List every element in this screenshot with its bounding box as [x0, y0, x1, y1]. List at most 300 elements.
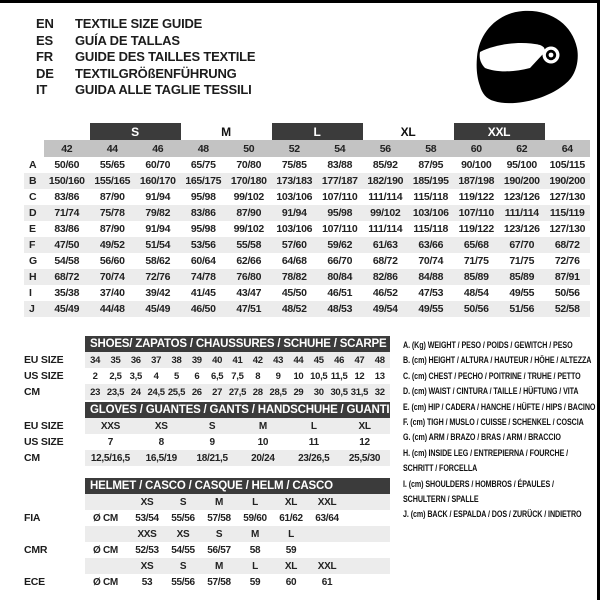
cell: 87/95	[418, 159, 444, 171]
cell: 65/68	[454, 237, 500, 253]
language-header	[36, 16, 255, 99]
page-title-fr: GUIDE DES TAILLES TEXTILE	[75, 49, 256, 64]
language-row-de	[36, 66, 255, 83]
cell: 31,5	[350, 386, 369, 398]
cell: 173/183	[272, 173, 318, 189]
cell: 59/60	[243, 512, 267, 524]
cell: 55/56	[171, 512, 195, 524]
gloves-title-bar: GLOVES / GUANTES / GANTS / HANDSCHUHE / GUANTI	[85, 402, 390, 418]
cell: 63/66	[408, 237, 454, 253]
cell: 35/38	[54, 287, 80, 299]
cell: 185/195	[408, 173, 454, 189]
cell: 57/58	[207, 576, 231, 588]
cell: 28,5	[269, 386, 287, 398]
cell: 78/82	[272, 269, 318, 285]
cell: 70/74	[90, 269, 136, 285]
cell: 9	[275, 370, 281, 382]
cell: 8	[158, 436, 164, 448]
cell: 45/49	[44, 301, 90, 317]
cell: 3,5	[129, 370, 142, 382]
cell: 99/102	[233, 223, 264, 235]
cell: 40	[212, 354, 223, 366]
us-size-label: US SIZE	[24, 370, 64, 382]
page-title-es: GUÍA DE TALLAS	[75, 32, 180, 48]
cell: 59	[249, 576, 261, 588]
gloves-us-row	[24, 434, 390, 450]
cell: 41	[232, 354, 243, 366]
legend-item-weight: A. (Kg) WEIGHT / PESO / POIDS / GEWITCH / PESO	[403, 340, 573, 351]
cell: 127/130	[549, 223, 586, 235]
cell: 54/55	[171, 544, 195, 556]
cell: 50/56	[554, 287, 580, 299]
row-label: I	[29, 287, 32, 299]
size-header-l: L	[272, 123, 363, 140]
cell: 23	[90, 386, 101, 398]
cell: 20/24	[251, 452, 275, 464]
size-header-xxl: XXL	[454, 123, 545, 140]
row-label: A	[29, 159, 37, 171]
measurement-legend	[403, 338, 598, 523]
language-code: ES	[36, 32, 53, 48]
cell: 12	[354, 370, 365, 382]
cell: 65/75	[190, 159, 216, 171]
cell: 95/98	[190, 191, 216, 203]
cell: 38	[171, 354, 182, 366]
cell: 57/58	[207, 512, 231, 524]
cell: M	[258, 420, 267, 432]
cm-label: CM	[24, 452, 40, 464]
cell: 72/76	[135, 269, 181, 285]
size-header-xl: XL	[400, 124, 416, 139]
cell: 2,5	[109, 370, 122, 382]
table-row-g	[24, 253, 590, 269]
spacer	[545, 123, 591, 140]
cell: 83/86	[181, 205, 227, 221]
cell: 91/94	[272, 205, 318, 221]
cell: 59	[285, 544, 297, 556]
cell: 123/126	[503, 191, 540, 203]
cell: 74/78	[181, 269, 227, 285]
cell: 2	[92, 370, 98, 382]
cell: 43/47	[236, 287, 262, 299]
cell: 46	[334, 354, 345, 366]
cell: 29	[293, 386, 304, 398]
size-header: L	[252, 560, 258, 572]
cell: 46/51	[327, 287, 353, 299]
cell: 6	[194, 370, 200, 382]
table-row-e	[24, 221, 590, 237]
cell: 103/106	[408, 205, 454, 221]
cell: 8	[255, 370, 261, 382]
cell: 13	[374, 370, 385, 382]
cell: 83/86	[54, 223, 80, 235]
cell: 39	[191, 354, 202, 366]
row-label: C	[29, 191, 37, 203]
cell: 95/98	[317, 205, 363, 221]
size-header: M	[214, 496, 224, 508]
helmet-table	[24, 478, 390, 590]
table-row-d	[24, 205, 590, 221]
cell: 44/48	[90, 301, 136, 317]
cell: 10,5	[310, 370, 328, 382]
diameter-cm-label: Ø CM	[93, 512, 118, 524]
language-row-es	[36, 33, 255, 50]
helmet-title-bar: HELMET / CASCO / CASQUE / HELM / CASCO	[85, 478, 390, 494]
cell: 85/92	[372, 159, 398, 171]
size-header: M	[250, 528, 260, 540]
cell: 80/84	[317, 269, 363, 285]
cell: 85/89	[454, 269, 500, 285]
language-row-fr	[36, 49, 255, 66]
size-header-m: M	[221, 124, 231, 139]
table-row-j	[24, 301, 590, 317]
legend-item-arm: G. (cm) ARM / BRAZO / BRAS / ARM / BRACCIO	[403, 432, 561, 444]
size-header: XS	[176, 528, 190, 540]
size-header: XXL	[317, 496, 337, 508]
helmet-cmr-sizes-row	[24, 526, 390, 542]
column-header: 44	[90, 140, 136, 157]
cell: 99/102	[363, 205, 409, 221]
cell: 111/114	[499, 205, 545, 221]
cell: 10	[257, 436, 269, 448]
cell: 75/78	[90, 205, 136, 221]
page-title-de: TEXTILGRÖßENFÜHRUNG	[75, 65, 237, 81]
row-label: E	[29, 223, 36, 235]
cell: 10	[293, 370, 304, 382]
cell: 58	[249, 544, 261, 556]
cell: 60	[285, 576, 297, 588]
cell: 83/86	[54, 191, 80, 203]
cell: 123/126	[503, 223, 540, 235]
size-header: XS	[140, 496, 154, 508]
cell: 49/54	[363, 301, 409, 317]
column-header: 48	[181, 140, 227, 157]
cell: 63/64	[315, 512, 339, 524]
language-row-en	[36, 16, 255, 33]
shoes-title-bar: SHOES/ ZAPATOS / CHAUSSURES / SCHUHE / SCARPE	[85, 336, 390, 352]
shoes-table	[24, 336, 390, 400]
cell: 43	[273, 354, 284, 366]
cell: 53	[141, 576, 153, 588]
page-title-it: GUIDA ALLE TAGLIE TESSILI	[75, 82, 252, 97]
cell: 23,5	[106, 386, 125, 398]
cell: 7,5	[231, 370, 244, 382]
cell: 53/54	[135, 512, 159, 524]
spacer	[24, 140, 44, 157]
gloves-title-row	[24, 402, 390, 418]
cell: 45	[313, 354, 324, 366]
ece-label: ECE	[24, 576, 45, 588]
column-header: 58	[408, 140, 454, 157]
cell: 160/170	[135, 173, 181, 189]
cell: 55/58	[226, 237, 272, 253]
cell: 79/82	[135, 205, 181, 221]
column-header: 42	[44, 140, 90, 157]
table-row-c	[24, 189, 590, 205]
cell: 61/63	[363, 237, 409, 253]
cell: 61/62	[279, 512, 303, 524]
cell: 50/60	[54, 159, 80, 171]
diameter-cm-label: Ø CM	[93, 544, 118, 556]
cell: 56/60	[99, 255, 125, 267]
column-header: 56	[363, 140, 409, 157]
cell: 11	[308, 436, 319, 448]
row-label: B	[24, 173, 44, 189]
cell: 26	[191, 386, 202, 398]
cell: 11,5	[330, 370, 348, 382]
cell: 87/90	[99, 191, 125, 203]
cell: 50/56	[454, 301, 500, 317]
cell: 6,5	[210, 370, 224, 382]
legend-item-thigh: F. (cm) TIGH / MUSLO / CUISSE / SCHENKEL / COSCIA	[403, 417, 584, 429]
cell: 68/72	[545, 237, 591, 253]
cell: 48/53	[317, 301, 363, 317]
column-header: 62	[499, 140, 545, 157]
cell: 25,5/30	[348, 452, 381, 464]
cell: 4	[153, 370, 159, 382]
cell: 111/114	[368, 223, 403, 235]
cell: 190/200	[545, 173, 591, 189]
cell: 68/72	[372, 255, 398, 267]
spacer	[24, 123, 44, 140]
row-label: G	[29, 255, 37, 267]
size-header: L	[252, 496, 258, 508]
cell: 7	[107, 436, 114, 448]
cell: XL	[358, 420, 371, 432]
cell: 76/80	[226, 269, 272, 285]
cm-label: CM	[24, 386, 40, 398]
column-header: 54	[317, 140, 363, 157]
column-header: 46	[135, 140, 181, 157]
cell: 107/110	[322, 223, 358, 235]
table-row-i	[24, 285, 590, 301]
table-row-a	[24, 157, 590, 173]
size-number-row	[24, 140, 590, 157]
cell: 24	[130, 386, 141, 398]
language-row-it	[36, 82, 255, 99]
top-border-line	[0, 0, 600, 3]
cell: 47	[354, 354, 365, 366]
cell: 115/118	[413, 191, 449, 203]
cell: 30,5	[330, 386, 348, 398]
cell: 99/102	[233, 191, 264, 203]
cell: 150/160	[44, 173, 90, 189]
shoes-eu-row	[24, 352, 390, 368]
cell: 107/110	[322, 191, 358, 203]
cell: 95/100	[506, 159, 537, 171]
cell: 54/58	[54, 255, 80, 267]
cell: 182/190	[363, 173, 409, 189]
size-header: XXS	[137, 528, 157, 540]
table-row-b	[24, 173, 590, 189]
size-header: M	[214, 560, 224, 572]
size-header: XL	[284, 496, 298, 508]
cell: 48	[374, 354, 385, 366]
helmet-fia-sizes-row	[24, 494, 390, 510]
cell: 55/65	[99, 159, 125, 171]
row-label: J	[24, 301, 44, 317]
row-label: H	[24, 269, 44, 285]
cell: 83/88	[327, 159, 353, 171]
shoes-title-row	[24, 336, 390, 352]
cell: 46/50	[181, 301, 227, 317]
size-header: S	[179, 496, 187, 508]
cell: 72/76	[554, 255, 580, 267]
cell: 47/50	[44, 237, 90, 253]
cell: 64/68	[281, 255, 307, 267]
cell: 60/64	[190, 255, 216, 267]
cell: 49/55	[408, 301, 454, 317]
cell: 84/88	[408, 269, 454, 285]
cell: 62/66	[236, 255, 262, 267]
cell: 68/72	[44, 269, 90, 285]
cell: 27	[212, 386, 223, 398]
helmet-ece-values-row	[24, 574, 390, 590]
size-header: L	[288, 528, 294, 540]
cell: 25,5	[167, 386, 186, 398]
cell: 57/60	[272, 237, 318, 253]
cell: 37/40	[99, 287, 125, 299]
cell: 12,5/16,5	[90, 452, 130, 464]
spacer	[24, 336, 85, 352]
cell: 42	[252, 354, 263, 366]
cell: 71/75	[463, 255, 489, 267]
cell: 32	[374, 386, 385, 398]
column-header: 64	[545, 140, 591, 157]
cell: 70/74	[418, 255, 444, 267]
cell: 67/70	[499, 237, 545, 253]
language-code: EN	[36, 16, 54, 31]
cell: 91/94	[145, 223, 171, 235]
cell: 55/56	[171, 576, 195, 588]
cell: 87/90	[99, 223, 125, 235]
cell: 119/122	[458, 191, 494, 203]
cell: 51/54	[135, 237, 181, 253]
size-header: XS	[140, 560, 154, 572]
cell: 52/53	[135, 544, 159, 556]
cell: 35	[110, 354, 121, 366]
row-label: D	[24, 205, 44, 221]
cell: 23/26,5	[298, 452, 330, 464]
cell: 85/89	[499, 269, 545, 285]
legend-item-shoulders: I. (cm) SHOULDERS / HOMBROS / ÉPAULES / SCHULTERN / SPALLE	[403, 478, 554, 506]
cell: 58/62	[145, 255, 171, 267]
cell: S	[208, 420, 216, 432]
cell: 95/98	[190, 223, 216, 235]
cell: 47/51	[226, 301, 272, 317]
page-title: TEXTILE SIZE GUIDE	[75, 16, 203, 31]
us-size-label: US SIZE	[24, 436, 64, 448]
diameter-cm-label: Ø CM	[93, 576, 118, 588]
cell: 24,5	[147, 386, 165, 398]
cell: 59/62	[317, 237, 363, 253]
cell: 170/180	[226, 173, 272, 189]
column-header: 52	[272, 140, 318, 157]
cell: 44	[293, 354, 304, 366]
legend-item-chest: C. (cm) CHEST / PECHO / POITRINE / TRUHE / PETTO	[403, 370, 581, 382]
legend-item-waist: D. (cm) WAIST / CINTURA / TAILLE / HÜFTUNG / VITA	[403, 386, 579, 398]
textile-size-table	[24, 123, 590, 317]
spacer	[24, 402, 85, 418]
cell: 18/21,5	[196, 452, 228, 464]
language-code: IT	[36, 82, 48, 97]
language-code: DE	[36, 65, 54, 81]
cell: 30	[313, 386, 324, 398]
cell: 155/165	[90, 173, 136, 189]
size-header: XL	[284, 560, 298, 572]
cell: 177/187	[317, 173, 363, 189]
cell: 49/55	[509, 287, 535, 299]
cell: 91/94	[145, 191, 171, 203]
cell: 28	[252, 386, 263, 398]
cell: 48/52	[272, 301, 318, 317]
cell: 47/53	[418, 287, 444, 299]
size-header: S	[215, 528, 223, 540]
spacer	[24, 526, 85, 542]
racing-helmet-icon	[468, 8, 586, 108]
cell: 71/74	[44, 205, 90, 221]
cell: 34	[90, 354, 101, 366]
size-header-s: S	[90, 123, 181, 140]
column-header: 60	[454, 140, 500, 157]
cell: 119/122	[458, 223, 494, 235]
shoes-us-row	[24, 368, 390, 384]
cell: 36	[130, 354, 141, 366]
spacer	[24, 478, 85, 494]
cell: 105/115	[549, 159, 585, 171]
cell: 127/130	[549, 191, 586, 203]
gloves-cm-row	[24, 450, 390, 466]
shoes-cm-row	[24, 384, 390, 400]
cell: L	[310, 420, 317, 432]
cell: 37	[151, 354, 162, 366]
cell: 82/86	[363, 269, 409, 285]
spacer	[44, 123, 90, 140]
cell: 45/49	[135, 301, 181, 317]
cell: 12	[359, 436, 370, 448]
cell: 27,5	[228, 386, 247, 398]
cell: 71/75	[509, 255, 535, 267]
helmet-cmr-values-row	[24, 542, 390, 558]
cmr-label: CMR	[24, 544, 48, 556]
cell: 111/114	[368, 191, 403, 203]
eu-size-label: EU SIZE	[24, 354, 64, 366]
helmet-title-row	[24, 478, 390, 494]
table-row-f	[24, 237, 590, 253]
helmet-ece-sizes-row	[24, 558, 390, 574]
gloves-table	[24, 402, 390, 466]
cell: 53/56	[181, 237, 227, 253]
cell: 75/85	[281, 159, 307, 171]
cell: 61	[321, 576, 333, 588]
cell: 90/100	[461, 159, 492, 171]
cell: 5	[173, 370, 179, 382]
cell: 190/200	[499, 173, 545, 189]
cell: 9	[209, 436, 215, 448]
legend-item-height: B. (cm) HEIGHT / ALTURA / HAUTEUR / HÖHE / ALTEZZA	[403, 355, 592, 367]
legend-item-inside-leg: H. (cm) INSIDE LEG / ENTREPIERNA / FOURCHE / SCHRITT / FORCELLA	[403, 447, 569, 475]
fia-label: FIA	[24, 512, 41, 524]
cell: 56/57	[207, 544, 231, 556]
cell: 107/110	[454, 205, 500, 221]
cell: 70/80	[236, 159, 262, 171]
cell: XS	[154, 420, 168, 432]
cell: 103/106	[276, 223, 313, 235]
cell: 52/58	[545, 301, 591, 317]
helmet-fia-values-row	[24, 510, 390, 526]
cell: 115/119	[545, 205, 591, 221]
legend-item-hip: E. (cm) HIP / CADERA / HANCHE / HÜFTE / HIPS / BACINO	[403, 401, 596, 413]
